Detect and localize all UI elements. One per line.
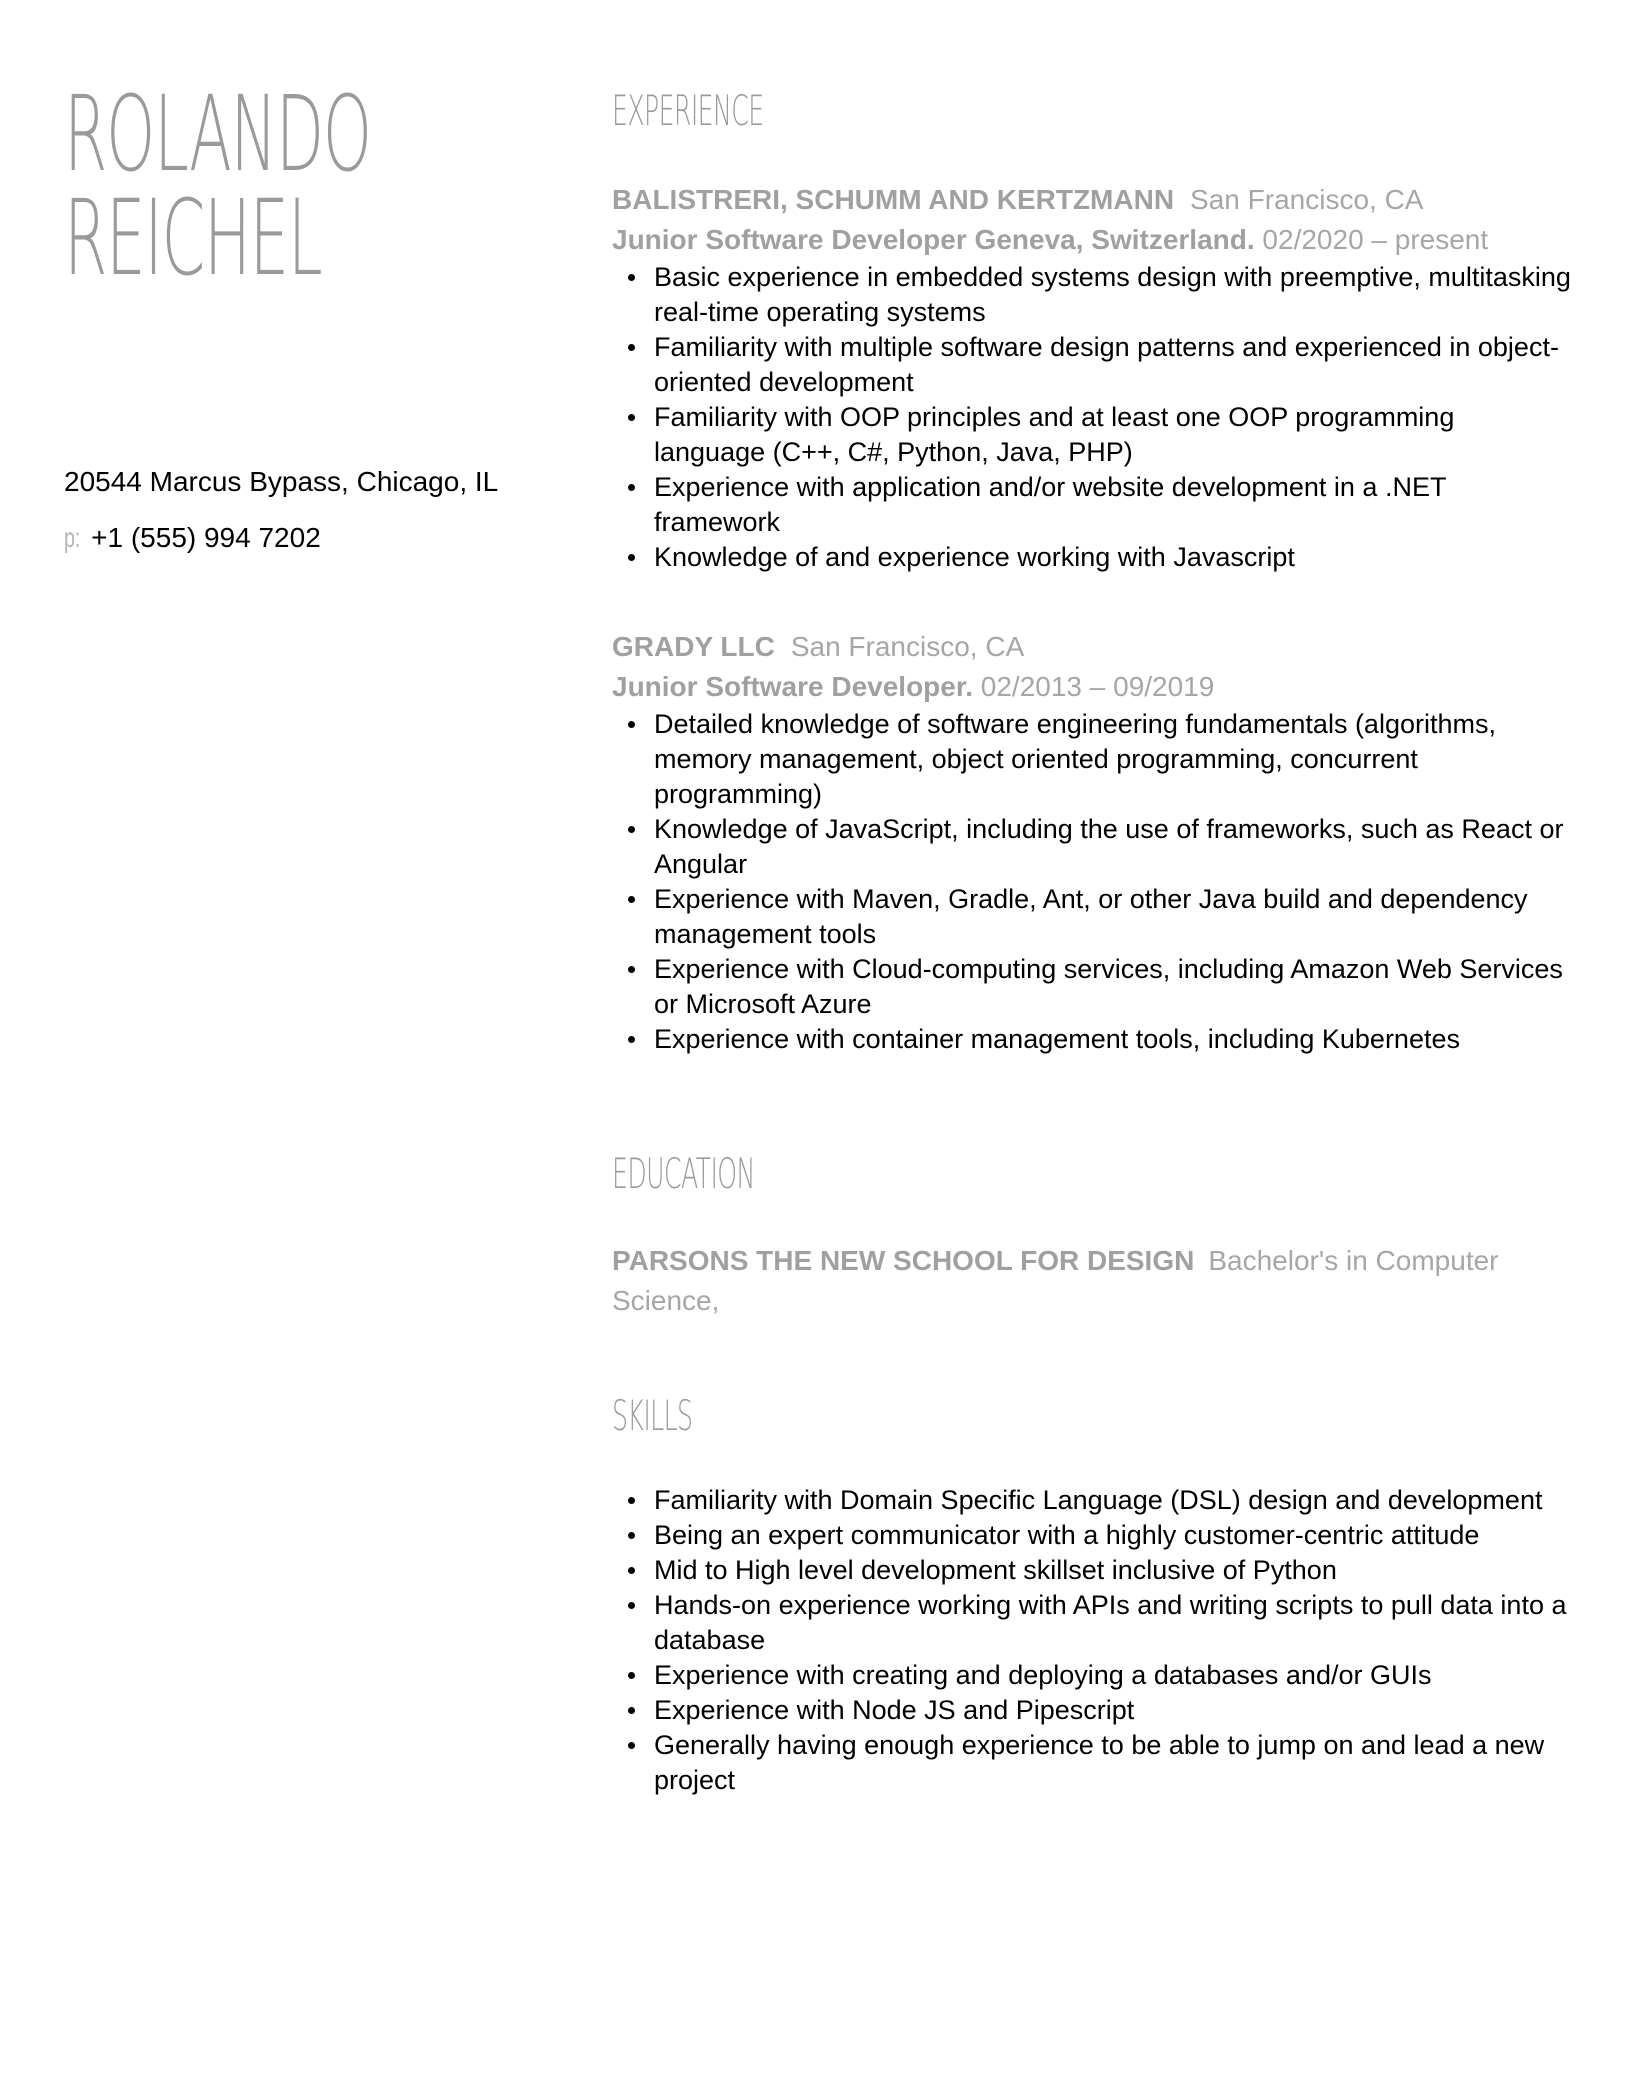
list-item: Familiarity with multiple software design patterns and experienced in object-oriented development xyxy=(612,330,1572,400)
job-location: San Francisco, CA xyxy=(790,631,1025,662)
list-item: Experience with application and/or website development in a .NET framework xyxy=(612,470,1572,540)
job-entry xyxy=(612,180,1572,575)
main-column xyxy=(612,86,1572,1798)
education-section xyxy=(612,1149,1572,1321)
job-header xyxy=(612,627,1572,667)
job-dates: 02/2013 – 09/2019 xyxy=(980,671,1215,702)
list-item: Knowledge of JavaScript, including the use of frameworks, such as React or Angular xyxy=(612,812,1572,882)
degree: Bachelor's in Computer Science, xyxy=(612,1245,1499,1316)
address: 20544 Marcus Bypass, Chicago, IL xyxy=(64,466,499,497)
list-item: Experience with Maven, Gradle, Ant, or other Java build and dependency management tools xyxy=(612,882,1572,952)
phone-number: +1 (555) 994 7202 xyxy=(91,522,321,553)
education-entry xyxy=(612,1241,1572,1321)
list-item: Being an expert communicator with a highly customer-centric attitude xyxy=(612,1518,1572,1553)
experience-heading: EXPERIENCE xyxy=(612,86,764,135)
first-name: ROLANDO xyxy=(64,73,371,195)
job-title: Junior Software Developer. xyxy=(612,671,973,702)
list-item: Generally having enough experience to be able to jump on and lead a new project xyxy=(612,1728,1572,1798)
job-title-row xyxy=(612,220,1572,260)
list-item: Basic experience in embedded systems design with preemptive, multitasking real-time operating systems xyxy=(612,260,1572,330)
list-item: Experience with creating and deploying a databases and/or GUIs xyxy=(612,1658,1572,1693)
job-header xyxy=(612,180,1572,220)
skills-section xyxy=(612,1391,1572,1798)
phone-label: p: xyxy=(64,522,81,553)
list-item: Detailed knowledge of software engineering fundamentals (algorithms, memory management, object oriented programming, concurrent programming) xyxy=(612,707,1572,812)
contact-block xyxy=(64,462,584,558)
job-title-row xyxy=(612,667,1572,707)
school-name: PARSONS THE NEW SCHOOL FOR DESIGN xyxy=(612,1245,1195,1276)
last-name: REICHEL xyxy=(64,177,322,299)
job-company: GRADY LLC xyxy=(612,631,775,662)
education-heading: EDUCATION xyxy=(612,1149,755,1198)
job-entry xyxy=(612,627,1572,1057)
list-item: Experience with Node JS and Pipescript xyxy=(612,1693,1572,1728)
experience-section xyxy=(612,86,1572,1057)
candidate-name xyxy=(64,73,371,299)
phone-row xyxy=(64,518,584,558)
list-item: Knowledge of and experience working with Javascript xyxy=(612,540,1572,575)
list-item: Experience with Cloud-computing services, including Amazon Web Services or Microsoft Azure xyxy=(612,952,1572,1022)
skills-heading: SKILLS xyxy=(612,1391,693,1440)
job-location: San Francisco, CA xyxy=(1190,184,1424,215)
skills-list xyxy=(612,1483,1572,1798)
list-item: Hands-on experience working with APIs and writing scripts to pull data into a database xyxy=(612,1588,1572,1658)
job-bullets xyxy=(612,707,1572,1057)
list-item: Familiarity with Domain Specific Language (DSL) design and development xyxy=(612,1483,1572,1518)
job-bullets xyxy=(612,260,1572,575)
list-item: Mid to High level development skillset inclusive of Python xyxy=(612,1553,1572,1588)
list-item: Experience with container management tools, including Kubernetes xyxy=(612,1022,1572,1057)
name-block xyxy=(64,73,564,299)
list-item: Familiarity with OOP principles and at least one OOP programming language (C++, C#, Python, Java, PHP) xyxy=(612,400,1572,470)
job-company: BALISTRERI, SCHUMM AND KERTZMANN xyxy=(612,184,1175,215)
job-dates: 02/2020 – present xyxy=(1262,224,1489,255)
job-title: Junior Software Developer Geneva, Switzerland. xyxy=(612,224,1255,255)
